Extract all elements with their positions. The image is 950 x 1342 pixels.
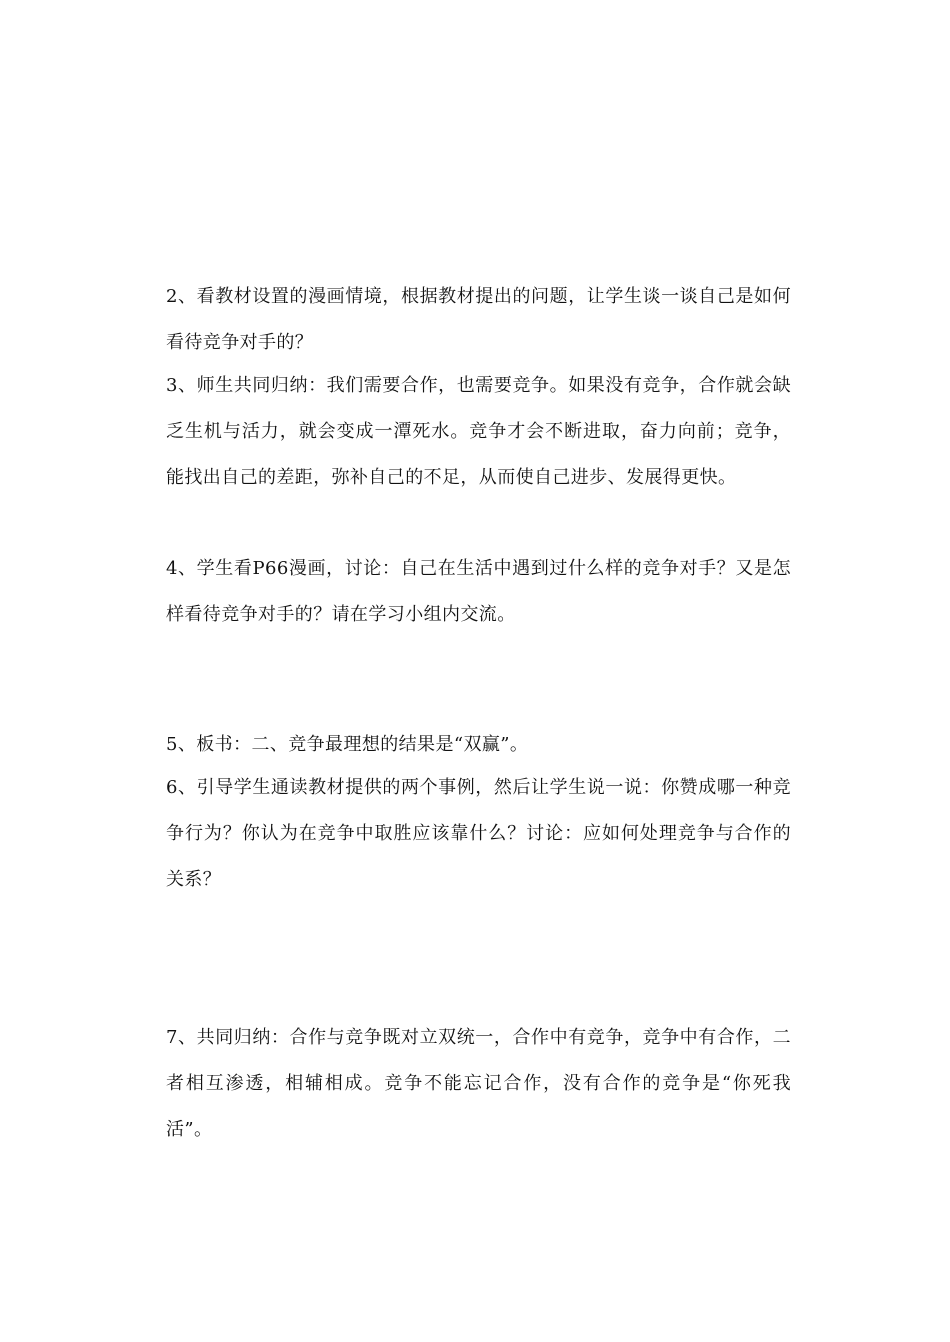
paragraph-3: 3、师生共同归纳：我们需要合作，也需要竞争。如果没有竞争，合作就会缺乏生机与活力，就会变成一潭死水。竞争才会不断进取，奋力向前；竞争，能找出自己的差距，弥补自己的不足，从而使自己进步、发展得更快。 <box>166 375 791 488</box>
paragraph-5: 5、板书：二、竞争最理想的结果是“双赢”。 <box>166 734 529 755</box>
paragraph-6: 6、引导学生通读教材提供的两个事例，然后让学生说一说：你赞成哪一种竞争行为？你认为在竞争中取胜应该靠什么？讨论：应如何处理竞争与合作的关系？ <box>166 777 791 890</box>
paragraph-4: 4、学生看P66漫画，讨论：自己在生活中遇到过什么样的竞争对手？又是怎样看待竞争对手的？请在学习小组内交流。 <box>166 558 791 625</box>
paragraph-7: 7、共同归纳：合作与竞争既对立双统一，合作中有竞争，竞争中有合作，二者相互渗透，相辅相成。竞争不能忘记合作，没有合作的竞争是“你死我活”。 <box>166 1027 791 1140</box>
paragraph-2: 2、看教材设置的漫画情境，根据教材提出的问题，让学生谈一谈自己是如何看待竞争对手的？ <box>166 286 791 353</box>
